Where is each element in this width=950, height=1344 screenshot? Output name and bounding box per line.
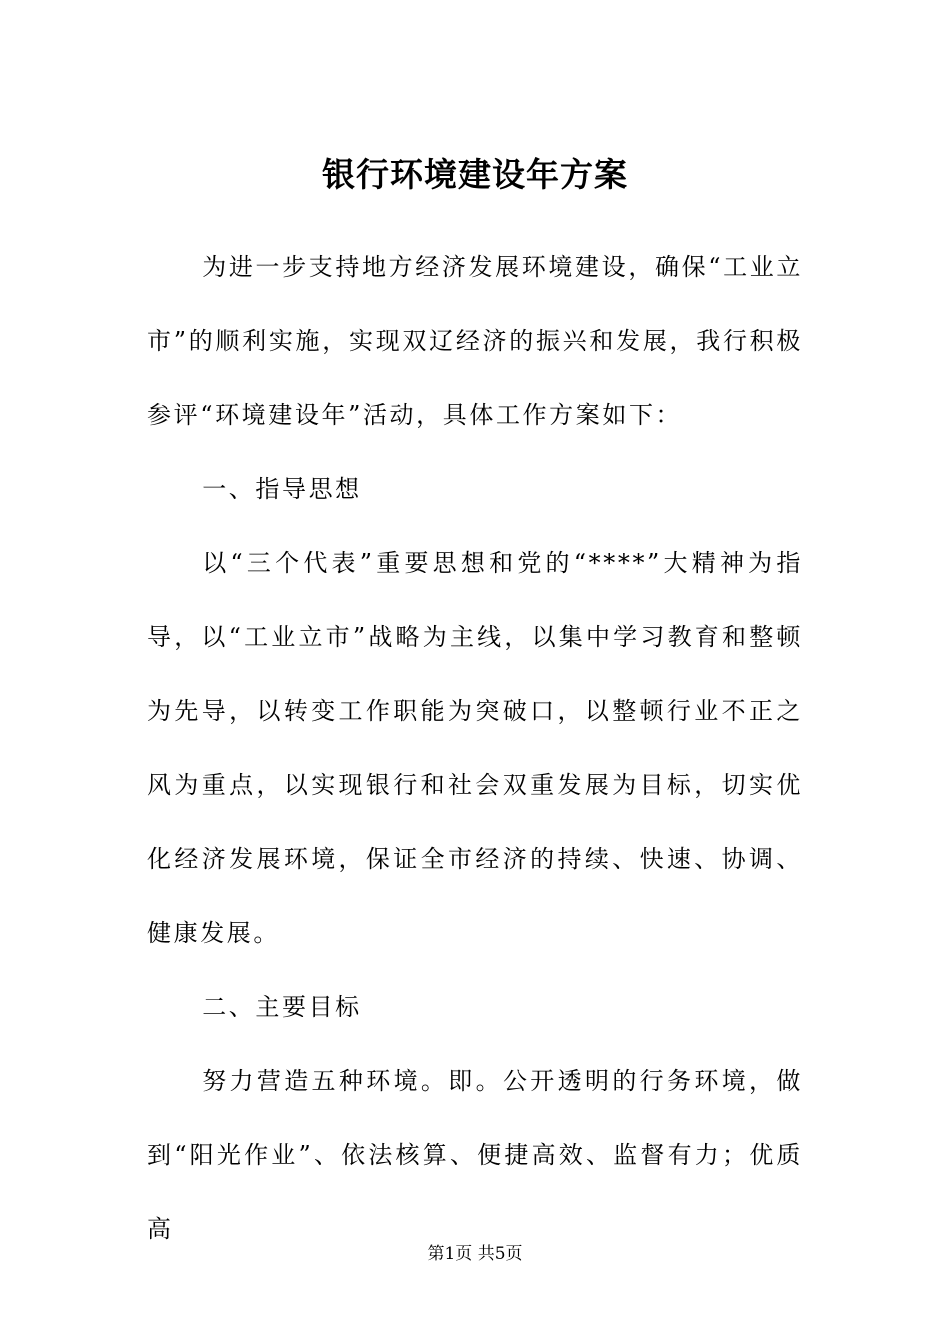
section-heading-guiding-ideology: 一、指导思想: [202, 475, 362, 503]
guiding-ideology-paragraph: 以“三个代表”重要思想和党的“****”大精神为指导，以“工业立市”战略为主线，以集中学习教育和整顿为先导，以转变工作职能为突破口，以整顿行业不正之风为重点，以实现银行和社会双重发展为目标，切实优化经济发展环境，保证全市经济的持续、快速、协调、健康发展。: [147, 549, 803, 947]
document-title: 银行环境建设年方案: [322, 155, 628, 195]
page-number-footer: 第1页 共5页: [427, 1244, 523, 1264]
document-body: [147, 230, 803, 1266]
main-goals-paragraph: 努力营造五种环境。即。公开透明的行务环境，做到“阳光作业”、依法核算、便捷高效、监督有力；优质高: [147, 1067, 803, 1243]
section-heading-main-goals: 二、主要目标: [202, 993, 362, 1021]
intro-paragraph: 为进一步支持地方经济发展环境建设，确保“工业立市”的顺利实施，实现双辽经济的振兴和发展，我行积极参评“环境建设年”活动，具体工作方案如下：: [147, 253, 803, 429]
